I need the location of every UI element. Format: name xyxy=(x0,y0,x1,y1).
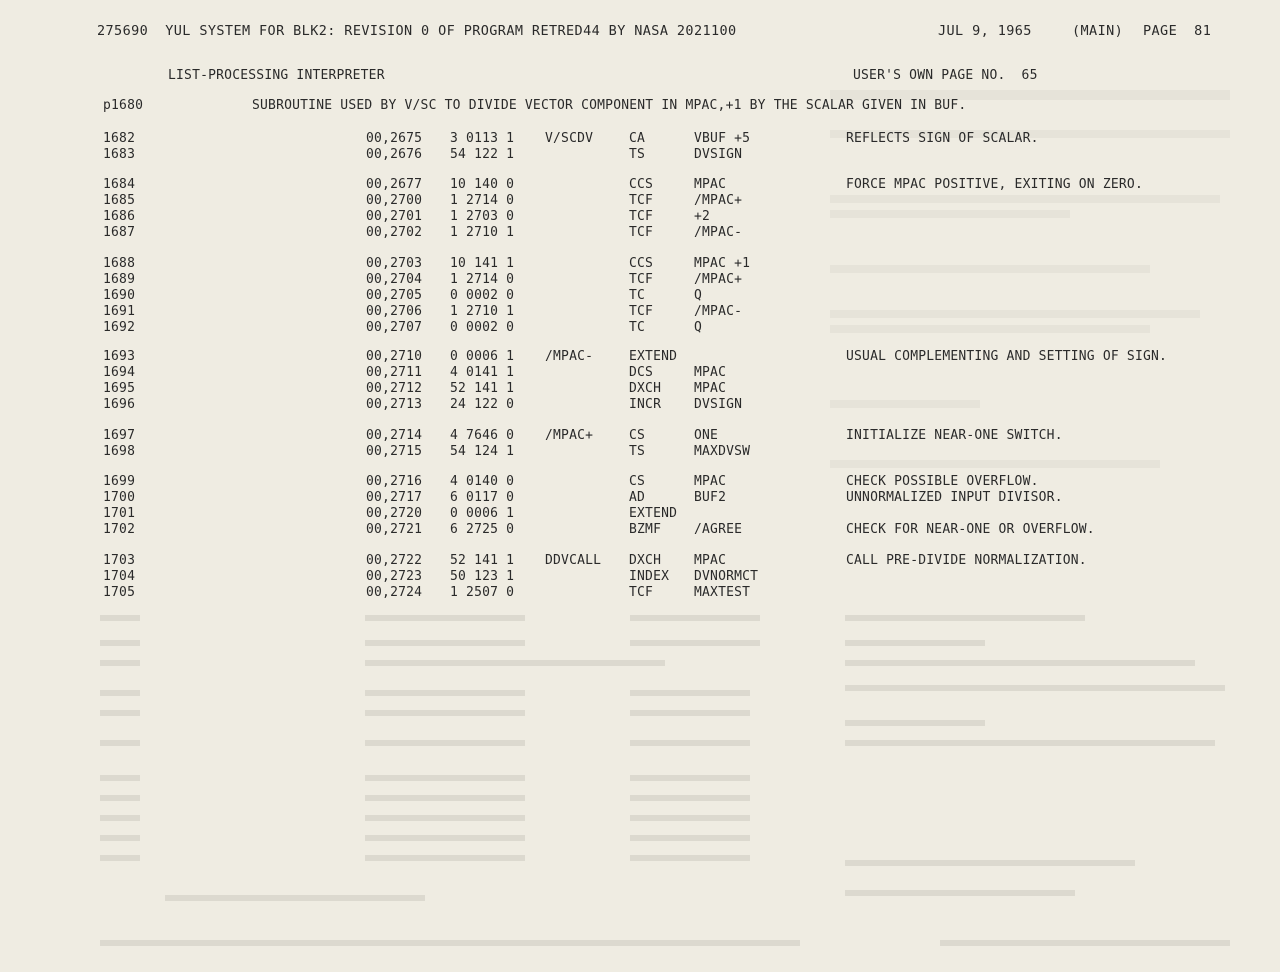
octal-code: 10 141 1 xyxy=(450,256,515,271)
line-number: 1700 xyxy=(103,490,136,505)
line-number: 1687 xyxy=(103,225,136,240)
address: 00,2704 xyxy=(366,272,423,287)
opcode: CCS xyxy=(629,177,654,192)
operand: Q xyxy=(694,320,703,335)
operand: /MPAC+ xyxy=(694,272,743,287)
address: 00,2701 xyxy=(366,209,423,224)
line-number: 1699 xyxy=(103,474,136,489)
octal-code: 6 0117 0 xyxy=(450,490,515,505)
opcode: TC xyxy=(629,320,646,335)
octal-code: 0 0002 0 xyxy=(450,288,515,303)
line-number: 1686 xyxy=(103,209,136,224)
address: 00,2707 xyxy=(366,320,423,335)
octal-code: 0 0002 0 xyxy=(450,320,515,335)
line-number: 1705 xyxy=(103,585,136,600)
comment: USUAL COMPLEMENTING AND SETTING OF SIGN. xyxy=(846,349,1168,364)
opcode: TCF xyxy=(629,209,654,224)
address: 00,2714 xyxy=(366,428,423,443)
address: 00,2677 xyxy=(366,177,423,192)
octal-code: 50 123 1 xyxy=(450,569,515,584)
operand: DVNORMCT xyxy=(694,569,759,584)
label: /MPAC- xyxy=(545,349,594,364)
address: 00,2720 xyxy=(366,506,423,521)
label: DDVCALL xyxy=(545,553,602,568)
opcode: CA xyxy=(629,131,646,146)
operand: Q xyxy=(694,288,703,303)
subroutine-line-number: p1680 xyxy=(103,98,144,113)
octal-code: 4 0141 1 xyxy=(450,365,515,380)
comment: INITIALIZE NEAR-ONE SWITCH. xyxy=(846,428,1063,443)
comment: CHECK POSSIBLE OVERFLOW. xyxy=(846,474,1039,489)
address: 00,2724 xyxy=(366,585,423,600)
line-number: 1684 xyxy=(103,177,136,192)
comment: FORCE MPAC POSITIVE, EXITING ON ZERO. xyxy=(846,177,1143,192)
octal-code: 0 0006 1 xyxy=(450,349,515,364)
octal-code: 24 122 0 xyxy=(450,397,515,412)
octal-code: 1 2703 0 xyxy=(450,209,515,224)
operand: MAXDVSW xyxy=(694,444,751,459)
section-title: LIST-PROCESSING INTERPRETER xyxy=(168,68,385,83)
line-number: 1701 xyxy=(103,506,136,521)
address: 00,2711 xyxy=(366,365,423,380)
octal-code: 54 124 1 xyxy=(450,444,515,459)
header-date: JUL 9, 1965 xyxy=(938,23,1032,39)
opcode: TCF xyxy=(629,304,654,319)
address: 00,2676 xyxy=(366,147,423,162)
opcode: CS xyxy=(629,428,646,443)
address: 00,2715 xyxy=(366,444,423,459)
opcode: AD xyxy=(629,490,646,505)
comment: REFLECTS SIGN OF SCALAR. xyxy=(846,131,1039,146)
header-page: PAGE 81 xyxy=(1143,23,1212,39)
address: 00,2722 xyxy=(366,553,423,568)
line-number: 1690 xyxy=(103,288,136,303)
opcode: DXCH xyxy=(629,553,662,568)
octal-code: 4 0140 0 xyxy=(450,474,515,489)
address: 00,2717 xyxy=(366,490,423,505)
opcode: DCS xyxy=(629,365,654,380)
address: 00,2702 xyxy=(366,225,423,240)
address: 00,2716 xyxy=(366,474,423,489)
opcode: TS xyxy=(629,147,646,162)
comment: UNNORMALIZED INPUT DIVISOR. xyxy=(846,490,1063,505)
line-number: 1691 xyxy=(103,304,136,319)
header-main: (MAIN) xyxy=(1072,23,1124,39)
operand: /MPAC- xyxy=(694,225,743,240)
operand: MPAC +1 xyxy=(694,256,751,271)
octal-code: 6 2725 0 xyxy=(450,522,515,537)
operand: /AGREE xyxy=(694,522,743,537)
operand: +2 xyxy=(694,209,711,224)
octal-code: 0 0006 1 xyxy=(450,506,515,521)
line-number: 1682 xyxy=(103,131,136,146)
line-number: 1702 xyxy=(103,522,136,537)
line-number: 1689 xyxy=(103,272,136,287)
comment: CALL PRE-DIVIDE NORMALIZATION. xyxy=(846,553,1087,568)
comment: CHECK FOR NEAR-ONE OR OVERFLOW. xyxy=(846,522,1095,537)
opcode: BZMF xyxy=(629,522,662,537)
opcode: DXCH xyxy=(629,381,662,396)
line-number: 1694 xyxy=(103,365,136,380)
label: V/SCDV xyxy=(545,131,594,146)
address: 00,2675 xyxy=(366,131,423,146)
operand: /MPAC- xyxy=(694,304,743,319)
line-number: 1683 xyxy=(103,147,136,162)
line-number: 1697 xyxy=(103,428,136,443)
operand: DVSIGN xyxy=(694,397,743,412)
opcode: EXTEND xyxy=(629,506,678,521)
line-number: 1692 xyxy=(103,320,136,335)
operand: MPAC xyxy=(694,177,727,192)
line-number: 1704 xyxy=(103,569,136,584)
opcode: TCF xyxy=(629,193,654,208)
operand: MPAC xyxy=(694,474,727,489)
opcode: CS xyxy=(629,474,646,489)
opcode: CCS xyxy=(629,256,654,271)
header-title: 275690 YUL SYSTEM FOR BLK2: REVISION 0 OF PROGRAM RETRED44 BY NASA 2021100 xyxy=(97,23,737,39)
operand: ONE xyxy=(694,428,719,443)
label: /MPAC+ xyxy=(545,428,594,443)
opcode: TC xyxy=(629,288,646,303)
line-number: 1703 xyxy=(103,553,136,568)
opcode: TCF xyxy=(629,225,654,240)
address: 00,2723 xyxy=(366,569,423,584)
opcode: EXTEND xyxy=(629,349,678,364)
line-number: 1695 xyxy=(103,381,136,396)
line-number: 1693 xyxy=(103,349,136,364)
octal-code: 3 0113 1 xyxy=(450,131,515,146)
operand: MPAC xyxy=(694,365,727,380)
operand: BUF2 xyxy=(694,490,727,505)
octal-code: 1 2710 1 xyxy=(450,304,515,319)
opcode: TS xyxy=(629,444,646,459)
address: 00,2710 xyxy=(366,349,423,364)
octal-code: 10 140 0 xyxy=(450,177,515,192)
address: 00,2700 xyxy=(366,193,423,208)
octal-code: 52 141 1 xyxy=(450,553,515,568)
line-number: 1685 xyxy=(103,193,136,208)
line-number: 1688 xyxy=(103,256,136,271)
subroutine-description: SUBROUTINE USED BY V/SC TO DIVIDE VECTOR COMPONENT IN MPAC,+1 BY THE SCALAR GIVEN IN BUF. xyxy=(252,98,967,113)
line-number: 1696 xyxy=(103,397,136,412)
opcode: INCR xyxy=(629,397,662,412)
address: 00,2712 xyxy=(366,381,423,396)
address: 00,2703 xyxy=(366,256,423,271)
operand: DVSIGN xyxy=(694,147,743,162)
opcode: INDEX xyxy=(629,569,670,584)
opcode: TCF xyxy=(629,585,654,600)
users-page-number: USER'S OWN PAGE NO. 65 xyxy=(853,68,1038,83)
address: 00,2713 xyxy=(366,397,423,412)
address: 00,2705 xyxy=(366,288,423,303)
opcode: TCF xyxy=(629,272,654,287)
octal-code: 1 2507 0 xyxy=(450,585,515,600)
line-number: 1698 xyxy=(103,444,136,459)
operand: MPAC xyxy=(694,381,727,396)
address: 00,2706 xyxy=(366,304,423,319)
octal-code: 1 2714 0 xyxy=(450,272,515,287)
address: 00,2721 xyxy=(366,522,423,537)
octal-code: 54 122 1 xyxy=(450,147,515,162)
octal-code: 1 2714 0 xyxy=(450,193,515,208)
operand: MPAC xyxy=(694,553,727,568)
octal-code: 52 141 1 xyxy=(450,381,515,396)
octal-code: 1 2710 1 xyxy=(450,225,515,240)
operand: MAXTEST xyxy=(694,585,751,600)
operand: VBUF +5 xyxy=(694,131,751,146)
operand: /MPAC+ xyxy=(694,193,743,208)
octal-code: 4 7646 0 xyxy=(450,428,515,443)
